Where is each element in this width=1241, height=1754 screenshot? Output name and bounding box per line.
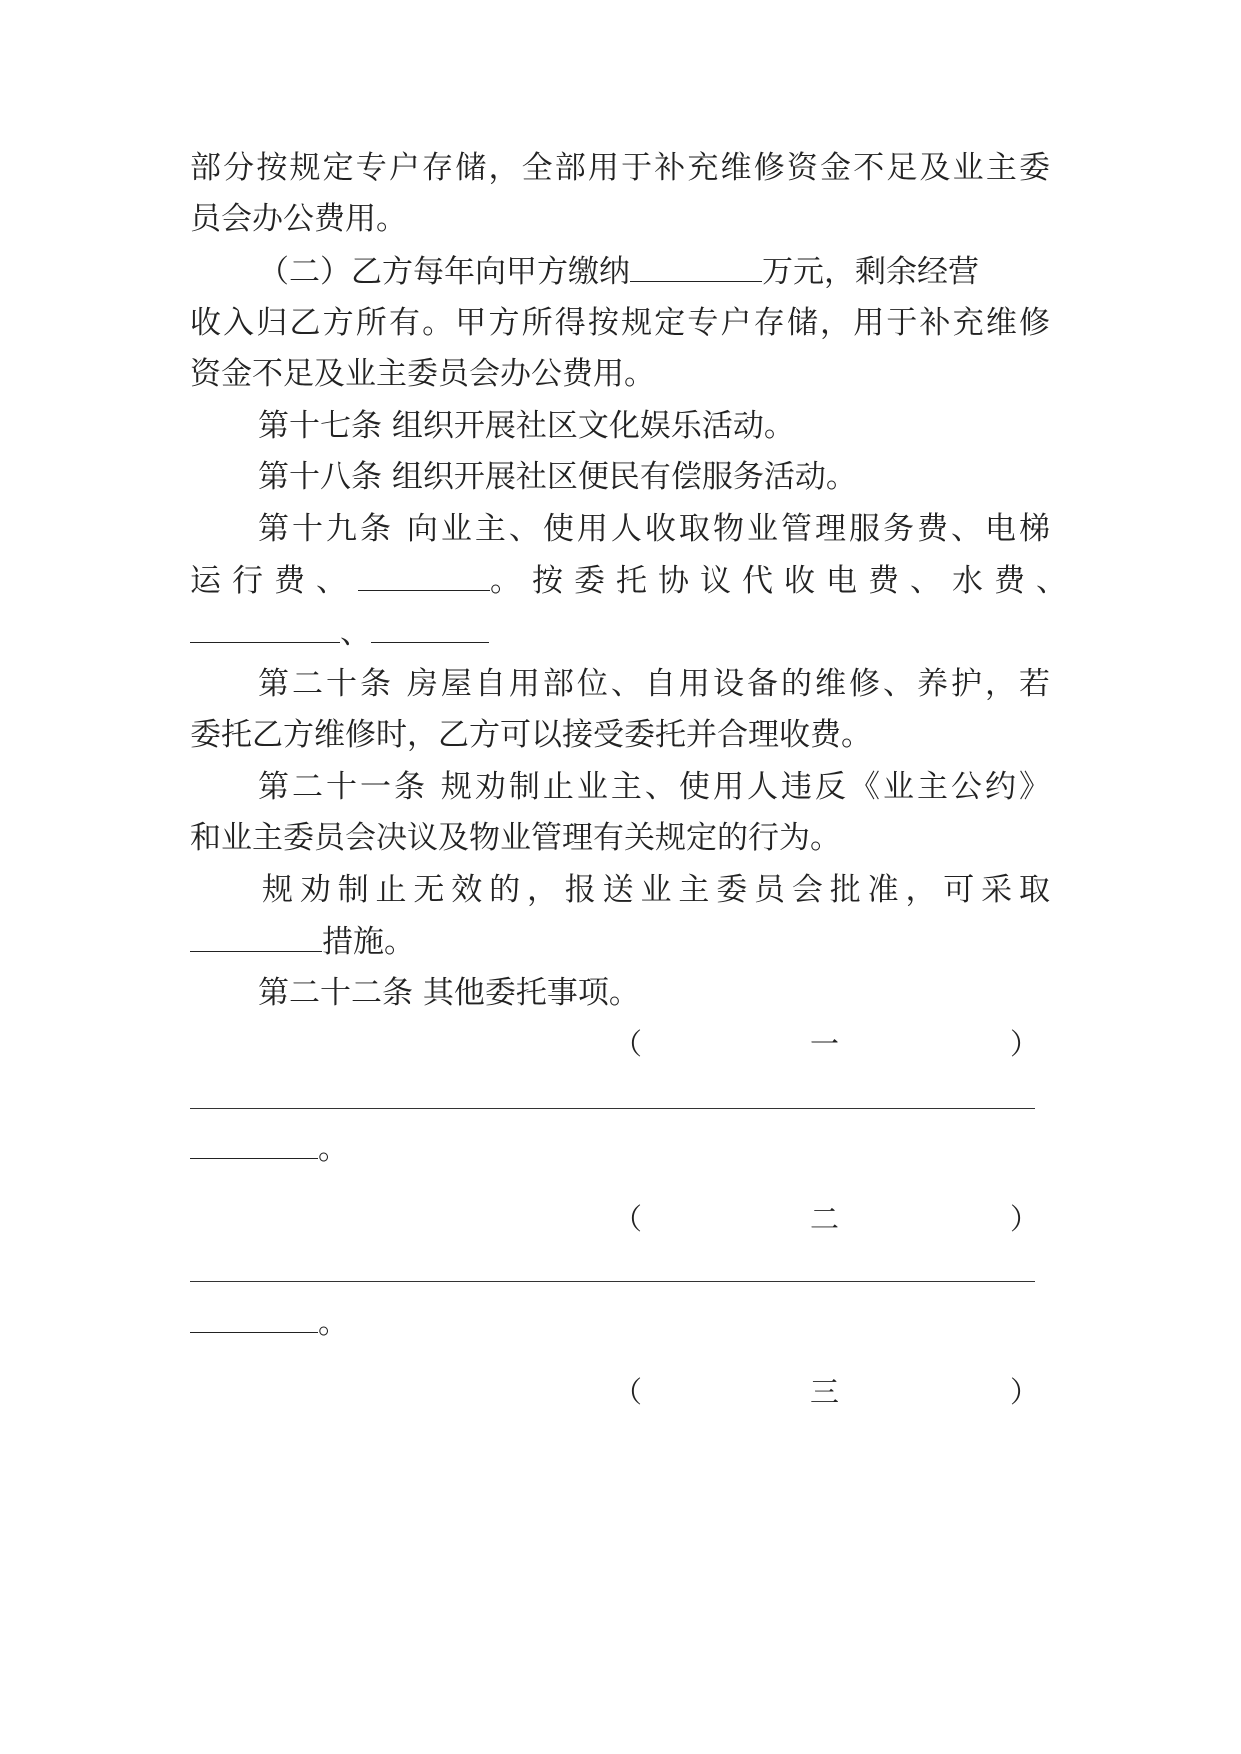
text-fragment: 。按委托协议代收电费、水费、 xyxy=(490,563,1078,599)
text-line xyxy=(190,1302,1050,1343)
item-number: 一 xyxy=(810,1027,840,1061)
item-number: 三 xyxy=(810,1375,840,1409)
text-line xyxy=(190,612,1050,653)
text-line xyxy=(190,921,1050,962)
text-line xyxy=(190,560,1078,601)
fill-blank[interactable] xyxy=(190,1128,318,1159)
text-line: 规劝制止无效的，报送业主委员会批准，可采取 xyxy=(262,872,1050,908)
article-17: 第十七条 组织开展社区文化娱乐活动。 xyxy=(258,408,795,444)
text-line: 资金不足及业主委员会办公费用。 xyxy=(190,356,655,392)
item-close-paren: ） xyxy=(1010,1027,1040,1061)
fill-blank[interactable] xyxy=(190,921,322,952)
fill-line[interactable] xyxy=(190,1281,1035,1282)
article-18: 第十八条 组织开展社区便民有偿服务活动。 xyxy=(258,459,857,495)
text-fragment: 、 xyxy=(340,615,371,651)
fill-blank[interactable] xyxy=(371,612,489,643)
item-open-paren: （ xyxy=(613,1027,643,1061)
text-line: 员会办公费用。 xyxy=(190,201,407,237)
text-fragment: 。 xyxy=(318,1131,349,1167)
text-fragment: 万元，剩余经营 xyxy=(762,254,979,290)
text-fragment: 。 xyxy=(318,1305,349,1341)
item-close-paren: ） xyxy=(1010,1202,1040,1236)
fill-line[interactable] xyxy=(190,1108,1035,1109)
text-line: 和业主委员会决议及物业管理有关规定的行为。 xyxy=(190,820,841,856)
fill-blank[interactable] xyxy=(190,1302,318,1333)
text-line: 收入归乙方所有。甲方所得按规定专户存储，用于补充维修 xyxy=(190,305,1050,341)
fill-blank[interactable] xyxy=(190,612,340,643)
article-22: 第二十二条 其他委托事项。 xyxy=(258,975,640,1011)
item-open-paren: （ xyxy=(613,1202,643,1236)
text-line: 委托乙方维修时，乙方可以接受委托并合理收费。 xyxy=(190,717,872,753)
fill-blank[interactable] xyxy=(630,251,762,282)
text-line: 部分按规定专户存储，全部用于补充维修资金不足及业主委 xyxy=(190,150,1050,186)
fill-blank[interactable] xyxy=(358,560,490,591)
item-number: 二 xyxy=(810,1202,840,1236)
text-line xyxy=(190,1128,1050,1169)
article-20: 第二十条 房屋自用部位、自用设备的维修、养护，若 xyxy=(258,666,1050,702)
text-fragment: 运行费、 xyxy=(190,563,358,599)
text-fragment: （二）乙方每年向甲方缴纳 xyxy=(258,254,630,290)
item-close-paren: ） xyxy=(1010,1375,1040,1409)
article-21: 第二十一条 规劝制止业主、使用人违反《业主公约》 xyxy=(258,769,1050,805)
text-fragment: 措施。 xyxy=(322,924,415,960)
article-19: 第十九条 向业主、使用人收取物业管理服务费、电梯 xyxy=(258,511,1050,547)
item-open-paren: （ xyxy=(613,1375,643,1409)
text-line xyxy=(258,251,1050,292)
